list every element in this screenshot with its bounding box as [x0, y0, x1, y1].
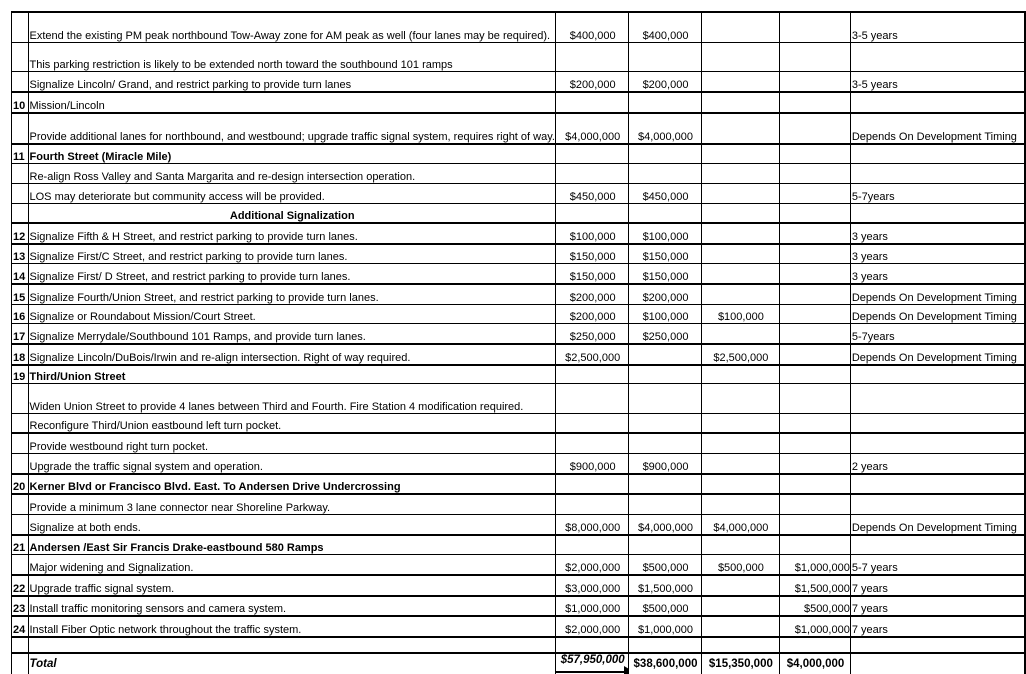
cost-phase-2-cell [701, 144, 780, 164]
row-description: Signalize Lincoln/ Grand, and restrict parking to provide turn lanes [28, 72, 555, 93]
cost-phase-2-cell: $4,000,000 [701, 515, 780, 536]
cost-phase-2-cell: $100,000 [701, 305, 780, 324]
timing-cell: 5-7 years [850, 555, 1025, 576]
cost-phase-2-cell [701, 494, 780, 515]
cost-phase-1-cell: $900,000 [629, 454, 701, 475]
section-header-row [12, 474, 1026, 494]
table-row [12, 515, 1026, 536]
timing-cell: 7 years [850, 575, 1025, 596]
cost-phase-3-cell [780, 223, 851, 244]
timing-cell [850, 144, 1025, 164]
cost-phase-2-cell [701, 324, 780, 345]
total-label: Total [28, 653, 555, 674]
row-description: Kerner Blvd or Francisco Blvd. East. To Andersen Drive Undercrossing [28, 474, 555, 494]
cost-phase-1-cell [629, 433, 701, 454]
cost-phase-1-cell [629, 144, 701, 164]
table-row [12, 384, 1026, 414]
row-number [12, 204, 29, 224]
table-row [12, 43, 1026, 72]
cost-phase-1-cell: $1,500,000 [629, 575, 701, 596]
cost-phase-1-cell [629, 637, 701, 653]
row-description: Signalize Merrydale/Southbound 101 Ramps, and provide turn lanes. [28, 324, 555, 345]
cost-phase-2-cell [701, 637, 780, 653]
cost-phase-3-cell [780, 454, 851, 475]
cost-phase-3-cell [780, 384, 851, 414]
total-cost-cell [555, 384, 628, 414]
row-description: Provide additional lanes for northbound, and westbound; upgrade traffic signal system, requires right of way. [28, 113, 555, 144]
timing-cell [850, 535, 1025, 555]
timing-cell [850, 365, 1025, 384]
cost-phase-1-cell [629, 494, 701, 515]
row-number [12, 164, 29, 184]
cost-phase-3-cell [780, 184, 851, 204]
section-header-row [12, 535, 1026, 555]
cost-phase-2-cell [701, 384, 780, 414]
timing-cell: 2 years [850, 454, 1025, 475]
table-row [12, 637, 1026, 653]
cost-phase-1-cell [629, 92, 701, 113]
section-header-row [12, 365, 1026, 384]
cost-table [11, 11, 1026, 674]
cost-phase-1-cell: $150,000 [629, 244, 701, 264]
cost-phase-3-cell [780, 344, 851, 365]
cost-phase-2-cell [701, 204, 780, 224]
row-description: Re-align Ross Valley and Santa Margarita and re-design intersection operation. [28, 164, 555, 184]
row-description: Signalize at both ends. [28, 515, 555, 536]
cost-phase-1-cell [629, 344, 701, 365]
cost-phase-1-cell: $400,000 [629, 12, 701, 43]
table-row [12, 596, 1026, 616]
timing-cell: 3 years [850, 244, 1025, 264]
cost-phase-3-cell [780, 494, 851, 515]
row-description: Andersen /East Sir Francis Drake-eastbound 580 Ramps [28, 535, 555, 555]
timing-cell [850, 494, 1025, 515]
row-description: This parking restriction is likely to be extended north toward the southbound 101 ramps [28, 43, 555, 72]
cost-phase-2-cell [701, 474, 780, 494]
cost-phase-3-cell [780, 414, 851, 434]
table-row [12, 223, 1026, 244]
row-number: 13 [12, 244, 29, 264]
total-cost-cell: $250,000 [555, 324, 628, 345]
row-description: Major widening and Signalization. [28, 555, 555, 576]
timing-cell: 7 years [850, 596, 1025, 616]
cost-phase-2-cell [701, 223, 780, 244]
row-description: Additional Signalization [28, 204, 555, 224]
table-row [12, 305, 1026, 324]
table-row [12, 454, 1026, 475]
cost-phase-2-cell: $500,000 [701, 555, 780, 576]
total-cost-cell: $450,000 [555, 184, 628, 204]
total-row-number [12, 653, 29, 674]
cost-phase-2-cell [701, 43, 780, 72]
total-phase-3-cell: $4,000,000 [780, 653, 851, 674]
cost-phase-2-cell [701, 264, 780, 285]
row-description: Third/Union Street [28, 365, 555, 384]
row-description: Provide a minimum 3 lane connector near Shoreline Parkway. [28, 494, 555, 515]
row-number: 23 [12, 596, 29, 616]
row-description: Provide westbound right turn pocket. [28, 433, 555, 454]
table-row [12, 164, 1026, 184]
section-header-row [12, 144, 1026, 164]
section-header-row [12, 204, 1026, 224]
table-row [12, 433, 1026, 454]
row-number: 21 [12, 535, 29, 555]
cost-phase-3-cell [780, 113, 851, 144]
cost-phase-1-cell [629, 164, 701, 184]
timing-cell [850, 43, 1025, 72]
cost-phase-2-cell [701, 284, 780, 305]
row-description: Signalize Fifth & H Street, and restrict parking to provide turn lanes. [28, 223, 555, 244]
row-number [12, 433, 29, 454]
row-description: Widen Union Street to provide 4 lanes between Third and Fourth. Fire Station 4 modification required. [28, 384, 555, 414]
total-cost-cell [555, 474, 628, 494]
cost-phase-1-cell [629, 43, 701, 72]
cost-phase-3-cell [780, 164, 851, 184]
row-number: 22 [12, 575, 29, 596]
total-cost-cell: $1,000,000 [555, 596, 628, 616]
row-description: Upgrade the traffic signal system and operation. [28, 454, 555, 475]
row-description: Mission/Lincoln [28, 92, 555, 113]
timing-cell [850, 433, 1025, 454]
table-row [12, 72, 1026, 93]
total-timing-cell [850, 653, 1025, 674]
total-cost-cell [555, 433, 628, 454]
total-cost-cell: $150,000 [555, 264, 628, 285]
total-cost-cell: $4,000,000 [555, 113, 628, 144]
row-number [12, 637, 29, 653]
cost-phase-1-cell [629, 204, 701, 224]
cost-phase-1-cell: $500,000 [629, 555, 701, 576]
cost-phase-2-cell [701, 92, 780, 113]
cost-phase-1-cell: $500,000 [629, 596, 701, 616]
timing-cell [850, 414, 1025, 434]
row-description: Upgrade traffic signal system. [28, 575, 555, 596]
row-number [12, 43, 29, 72]
row-number [12, 454, 29, 475]
cost-phase-2-cell [701, 244, 780, 264]
row-description: Signalize Fourth/Union Street, and restrict parking to provide turn lanes. [28, 284, 555, 305]
total-cost-cell: $100,000 [555, 223, 628, 244]
cost-phase-3-cell [780, 637, 851, 653]
table-row [12, 494, 1026, 515]
cost-phase-3-cell [780, 92, 851, 113]
total-cost-cell [555, 535, 628, 555]
row-number: 15 [12, 284, 29, 305]
row-description: Signalize First/ D Street, and restrict parking to provide turn lanes. [28, 264, 555, 285]
row-number: 11 [12, 144, 29, 164]
cost-phase-3-cell: $1,000,000 [780, 555, 851, 576]
row-description: LOS may deteriorate but community access will be provided. [28, 184, 555, 204]
total-cost-cell [555, 43, 628, 72]
table-row [12, 324, 1026, 345]
total-cost-cell: $2,500,000 [555, 344, 628, 365]
cost-phase-3-cell: $500,000 [780, 596, 851, 616]
total-cost-cell: $3,000,000 [555, 575, 628, 596]
total-cost-cell [555, 92, 628, 113]
timing-cell: Depends On Development Timing [850, 284, 1025, 305]
row-number: 18 [12, 344, 29, 365]
cost-phase-3-cell [780, 72, 851, 93]
timing-cell [850, 204, 1025, 224]
cost-phase-3-cell [780, 515, 851, 536]
cost-phase-3-cell [780, 43, 851, 72]
total-cost-cell [555, 365, 628, 384]
row-description [28, 637, 555, 653]
cost-phase-2-cell [701, 365, 780, 384]
cost-phase-3-cell: $1,000,000 [780, 616, 851, 637]
total-phase-1-cell: $38,600,000 [629, 653, 701, 674]
arrow-right-icon [556, 671, 626, 673]
row-description: Signalize or Roundabout Mission/Court Street. [28, 305, 555, 324]
total-phase-2-cell: $15,350,000 [701, 653, 780, 674]
table-row [12, 284, 1026, 305]
table-row [12, 113, 1026, 144]
timing-cell: Depends On Development Timing [850, 305, 1025, 324]
cost-phase-1-cell: $100,000 [629, 223, 701, 244]
timing-cell [850, 384, 1025, 414]
cost-phase-2-cell [701, 184, 780, 204]
cost-phase-1-cell: $250,000 [629, 324, 701, 345]
row-number: 14 [12, 264, 29, 285]
timing-cell [850, 637, 1025, 653]
total-cost-cell: $200,000 [555, 305, 628, 324]
table-row [12, 575, 1026, 596]
row-number [12, 494, 29, 515]
cost-phase-1-cell: $150,000 [629, 264, 701, 285]
row-description: Install Fiber Optic network throughout the traffic system. [28, 616, 555, 637]
row-number: 24 [12, 616, 29, 637]
cost-phase-3-cell [780, 244, 851, 264]
row-number [12, 555, 29, 576]
row-description: Signalize Lincoln/DuBois/Irwin and re-align intersection. Right of way required. [28, 344, 555, 365]
cost-phase-3-cell [780, 324, 851, 345]
timing-cell: 3 years [850, 264, 1025, 285]
total-cost-cell [555, 637, 628, 653]
cost-phase-1-cell: $450,000 [629, 184, 701, 204]
total-cost-cell: $2,000,000 [555, 555, 628, 576]
cost-table-body [12, 12, 1026, 674]
row-number [12, 414, 29, 434]
table-row [12, 555, 1026, 576]
cost-phase-3-cell [780, 284, 851, 305]
total-cost-cell [555, 144, 628, 164]
table-row [12, 344, 1026, 365]
cost-phase-3-cell [780, 433, 851, 454]
cost-phase-1-cell: $4,000,000 [629, 515, 701, 536]
cost-phase-3-cell [780, 12, 851, 43]
cost-phase-1-cell: $4,000,000 [629, 113, 701, 144]
table-row [12, 616, 1026, 637]
cost-phase-1-cell [629, 365, 701, 384]
cost-phase-3-cell [780, 365, 851, 384]
grand-total-cell: $57,950,000 [555, 653, 628, 674]
timing-cell: Depends On Development Timing [850, 515, 1025, 536]
timing-cell [850, 92, 1025, 113]
total-cost-cell: $200,000 [555, 72, 628, 93]
table-row [12, 414, 1026, 434]
timing-cell [850, 164, 1025, 184]
row-number: 20 [12, 474, 29, 494]
cost-phase-2-cell [701, 575, 780, 596]
cost-phase-2-cell [701, 164, 780, 184]
cost-phase-2-cell [701, 414, 780, 434]
timing-cell [850, 474, 1025, 494]
cost-phase-3-cell [780, 204, 851, 224]
cost-phase-3-cell [780, 264, 851, 285]
cost-phase-3-cell [780, 144, 851, 164]
row-number: 12 [12, 223, 29, 244]
timing-cell: 5-7years [850, 184, 1025, 204]
total-cost-cell: $150,000 [555, 244, 628, 264]
cost-phase-1-cell [629, 474, 701, 494]
table-row [12, 244, 1026, 264]
cost-phase-3-cell [780, 535, 851, 555]
cost-phase-1-cell: $200,000 [629, 72, 701, 93]
cost-phase-2-cell [701, 72, 780, 93]
cost-phase-3-cell: $1,500,000 [780, 575, 851, 596]
cost-phase-2-cell [701, 535, 780, 555]
row-description: Extend the existing PM peak northbound Tow-Away zone for AM peak as well (four lanes may be required). [28, 12, 555, 43]
table-row [12, 264, 1026, 285]
row-number: 16 [12, 305, 29, 324]
total-cost-cell [555, 494, 628, 515]
row-description: Fourth Street (Miracle Mile) [28, 144, 555, 164]
cost-phase-1-cell: $100,000 [629, 305, 701, 324]
total-cost-cell: $2,000,000 [555, 616, 628, 637]
cost-phase-3-cell [780, 474, 851, 494]
total-cost-cell: $8,000,000 [555, 515, 628, 536]
cost-phase-2-cell: $2,500,000 [701, 344, 780, 365]
row-number: 10 [12, 92, 29, 113]
cost-phase-2-cell [701, 12, 780, 43]
total-cost-cell: $900,000 [555, 454, 628, 475]
cost-phase-1-cell [629, 535, 701, 555]
timing-cell: 3-5 years [850, 12, 1025, 43]
row-number: 17 [12, 324, 29, 345]
table-row [12, 92, 1026, 113]
row-description: Install traffic monitoring sensors and camera system. [28, 596, 555, 616]
table-row [12, 12, 1026, 43]
row-number [12, 384, 29, 414]
timing-cell: Depends On Development Timing [850, 113, 1025, 144]
cost-phase-2-cell [701, 616, 780, 637]
row-number [12, 12, 29, 43]
total-cost-cell: $400,000 [555, 12, 628, 43]
total-cost-cell [555, 204, 628, 224]
timing-cell: 3 years [850, 223, 1025, 244]
cost-phase-2-cell [701, 433, 780, 454]
row-number [12, 72, 29, 93]
total-cost-cell: $200,000 [555, 284, 628, 305]
timing-cell: 5-7years [850, 324, 1025, 345]
timing-cell: 7 years [850, 616, 1025, 637]
cost-phase-1-cell [629, 384, 701, 414]
row-number [12, 515, 29, 536]
timing-cell: Depends On Development Timing [850, 344, 1025, 365]
cost-phase-1-cell: $200,000 [629, 284, 701, 305]
cost-phase-2-cell [701, 454, 780, 475]
total-row [12, 653, 1026, 674]
total-cost-cell [555, 164, 628, 184]
row-number: 19 [12, 365, 29, 384]
cost-phase-2-cell [701, 596, 780, 616]
row-number [12, 184, 29, 204]
timing-cell: 3-5 years [850, 72, 1025, 93]
row-description: Reconfigure Third/Union eastbound left turn pocket. [28, 414, 555, 434]
total-cost-cell [555, 414, 628, 434]
cost-phase-1-cell [629, 414, 701, 434]
row-description: Signalize First/C Street, and restrict parking to provide turn lanes. [28, 244, 555, 264]
row-number [12, 113, 29, 144]
cost-phase-2-cell [701, 113, 780, 144]
cost-phase-1-cell: $1,000,000 [629, 616, 701, 637]
table-row [12, 184, 1026, 204]
cost-phase-3-cell [780, 305, 851, 324]
